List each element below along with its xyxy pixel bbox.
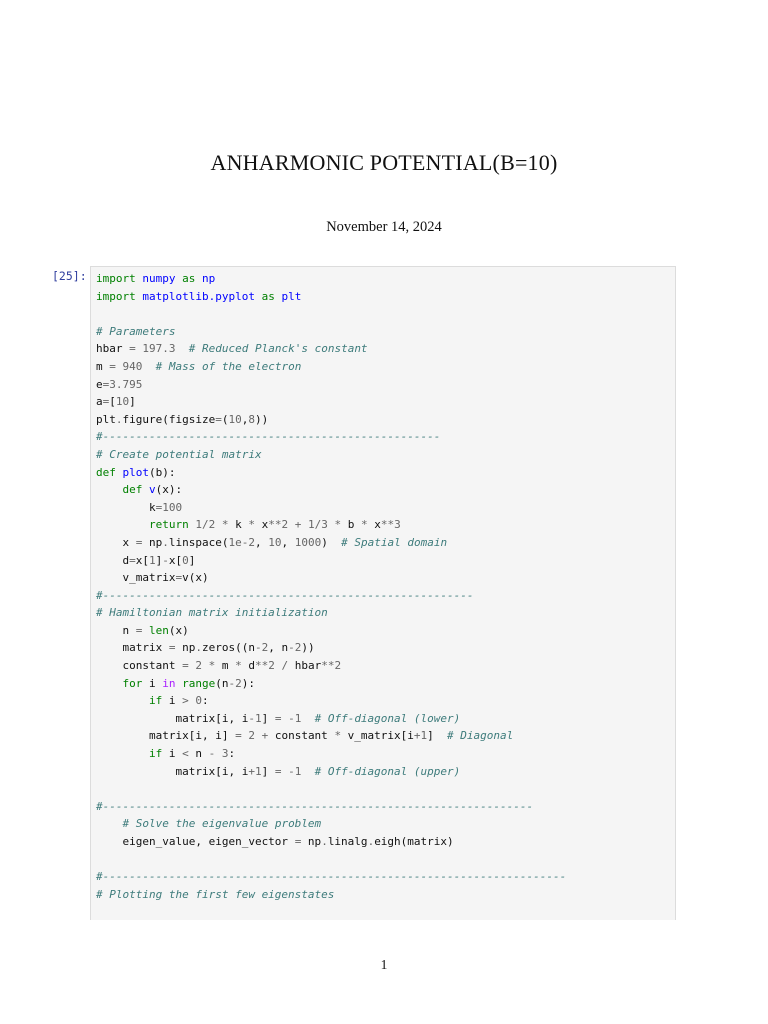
- code-line: a=[10]: [96, 395, 136, 409]
- code-line: matrix[i, i-1] = -1 # Off-diagonal (lower): [96, 711, 461, 725]
- code-line: # Parameters: [96, 324, 176, 338]
- code-line: def v(x):: [122, 483, 183, 497]
- code-line: [96, 851, 675, 869]
- code-line: def plot(b):: [96, 465, 176, 479]
- code-line: #-----------------------------------------------------------------: [96, 799, 534, 813]
- code-line: if i > 0:: [148, 694, 209, 708]
- code-line: #--------------------------------------------------------: [96, 588, 474, 602]
- code-line: constant = 2 * m * d**2 / hbar**2: [96, 659, 342, 673]
- code-line: #----------------------------------------------------------------------: [96, 870, 567, 884]
- code-line: [96, 305, 675, 323]
- code-cell[interactable]: [90, 266, 676, 920]
- code-line: e=3.795: [96, 377, 143, 391]
- code-line: # Plotting the first few eigenstates: [96, 887, 335, 901]
- code-line: #---------------------------------------------------: [96, 430, 441, 444]
- code-line: matrix = np.zeros((n-2, n-2)): [96, 641, 315, 655]
- code-line: import matplotlib.pyplot as plt: [96, 289, 302, 303]
- code-line: n = len(x): [96, 623, 189, 637]
- code-line: matrix[i, i] = 2 + constant * v_matrix[i+1] # Diagonal: [96, 729, 514, 743]
- code-line: for i in range(n-2):: [122, 676, 255, 690]
- document-date: November 14, 2024: [326, 219, 442, 235]
- code-line: import numpy as np: [96, 272, 216, 285]
- code-line: m = 940 # Mass of the electron: [96, 359, 302, 373]
- code-line: # Solve the eigenvalue problem: [122, 817, 322, 831]
- code-line: k=100: [96, 500, 183, 514]
- page-number: 1: [380, 957, 388, 972]
- code-line: [96, 780, 675, 798]
- code-block: [96, 270, 675, 903]
- code-line: # Create potential matrix: [96, 447, 262, 461]
- code-line: return 1/2 * k * x**2 + 1/3 * b * x**3: [148, 518, 401, 532]
- code-line: hbar = 197.3 # Reduced Planck's constant: [96, 342, 368, 356]
- code-line: eigen_value, eigen_vector = np.linalg.eigh(matrix): [96, 835, 454, 848]
- code-line: if i < n - 3:: [148, 747, 236, 761]
- code-line: matrix[i, i+1] = -1 # Off-diagonal (upper): [96, 764, 461, 778]
- cell-prompt: [25]:: [52, 269, 87, 283]
- code-line: x = np.linspace(1e-2, 10, 1000) # Spatial domain: [96, 535, 448, 549]
- document-title: ANHARMONIC POTENTIAL(B=10): [210, 150, 558, 175]
- code-line: v_matrix=v(x): [96, 571, 209, 585]
- code-line: plt.figure(figsize=(10,8)): [96, 412, 269, 426]
- code-line: d=x[1]-x[0]: [96, 553, 196, 567]
- code-line: # Hamiltonian matrix initialization: [96, 606, 328, 620]
